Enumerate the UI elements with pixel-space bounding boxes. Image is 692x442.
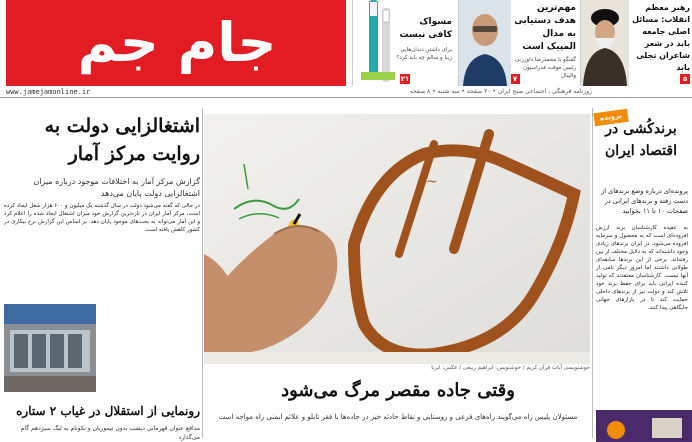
- lead-body-cont: [100, 306, 200, 392]
- brand-lead: پرونده‌ای درباره وضع برندهای از دست رفته و برندهای ایرانی در صفحات ۱۰ تا ۱۱ بخوانید: [601, 187, 688, 215]
- road-subhead: مسئولان پلیس راه می‌گویند راه‌های فرعی و روستایی و نقاط حادثه خیز در جاده‌ها با فقر تابلو و علائم ایمنی راه مواجه است: [218, 413, 578, 421]
- teaser-volleyball: [458, 0, 578, 86]
- lead-body: در حالی که گفته می‌شود دولت در سال گذشته یک میلیون و ۶۰۰ هزار شغل ایجاد کرده است، مرکز آمار ایران در تازه‌ترین گزارش خود میزان اشتغال ایجاد شده را اعلام کرد و این آمار می‌تواند به بحث‌های موجود پایان دهد. بر اساس این گزارش نرخ بیکاری در کشور کاهش یافته است.: [4, 203, 200, 233]
- site-url: www.jamejamonline.ir: [6, 88, 91, 96]
- page-number-badge: ۲۱: [400, 75, 410, 83]
- teaser-leader: [580, 0, 692, 86]
- column-divider: [202, 108, 203, 438]
- svg-text:~: ~: [426, 174, 438, 190]
- portrait-photo: [581, 0, 629, 86]
- teaser-sub: برای داشتن دندان‌هایی زیبا و سالم چه باید کرد؟: [396, 47, 452, 61]
- brand-headline: برندکُشی در اقتصاد ایران: [604, 121, 677, 159]
- bank-building-photo: [4, 304, 96, 392]
- teaser-title: مسواک کافی نیست: [399, 17, 452, 40]
- portrait-photo: [459, 0, 511, 86]
- masthead-divider: [0, 97, 692, 98]
- brand-body: به عقیده کارشناسان برند ارزش افزوده‌ای است که به محصول و سرمایه افزوده می‌شود. در ایران برندهای زیادی وجود داشته‌اند که به دلایل مختلف از بین رفته‌اند. برخی از این برندها سابقه‌ای طولانی داشتند اما امروز دیگر نامی از آنها نیست. کارشناسان معتقدند که تولید کننده ایرانی باید برای حفظ برند خود تلاش کند و دولت نیز از برندهای داخلی حمایت کند تا در بازارهای جهانی جایگاهی پیدا کنند.: [596, 225, 688, 311]
- teaser-sub: گفتگو با محمدرضا داورزنی رئیس موقت فدراسیون والیبال: [514, 57, 576, 79]
- calligraphy-photo: [204, 114, 590, 364]
- sports-headline: رونمایی از استقلال در غیاب ۲ ستاره: [16, 404, 200, 418]
- teaser-title: رهبر معظم انقلاب: مسائل اصلی جامعه باید در شعر شاعران تجلی یابد: [632, 3, 690, 72]
- page-number-badge: ۷: [510, 74, 520, 84]
- newspaper-logo: جام جم: [77, 11, 277, 74]
- page-number-badge: ۵: [680, 74, 690, 84]
- teaser-toothbrush: [352, 0, 456, 86]
- advertisement-image: [596, 410, 692, 442]
- sports-body: مدافع عنوان قهرمانی دیشب بدون تیموریان و نکونام به لیگ سیزدهم گام می‌گذارد: [20, 425, 200, 441]
- road-headline: وقتی جاده مقصر مرگ می‌شود: [281, 380, 515, 401]
- column-divider: [592, 108, 593, 438]
- toothbrush-image: [357, 0, 399, 86]
- photo-caption: خوشنویسی آیات قرآن کریم / خوشنویس: ابراهیم ربیعی / عکس: ایرنا: [431, 365, 590, 371]
- teaser-title: مهم‌ترین هدف دستیابی به مدال المپیک است: [514, 3, 576, 52]
- lead-headline: اشتغالزایی دولت به روایت مرکز آمار: [44, 115, 200, 165]
- dateline: روزنامه فرهنگی ، اجتماعی صبح ایران • ۲۰ صفحه • سه شنبه • ۸ صفحه: [409, 88, 592, 95]
- dossier-badge: پرونده: [593, 109, 628, 127]
- lead-subhead: گزارش مرکز آمار به اختلافات موجود درباره میزان اشتغالزایی دولت پایان می‌دهد: [33, 177, 200, 198]
